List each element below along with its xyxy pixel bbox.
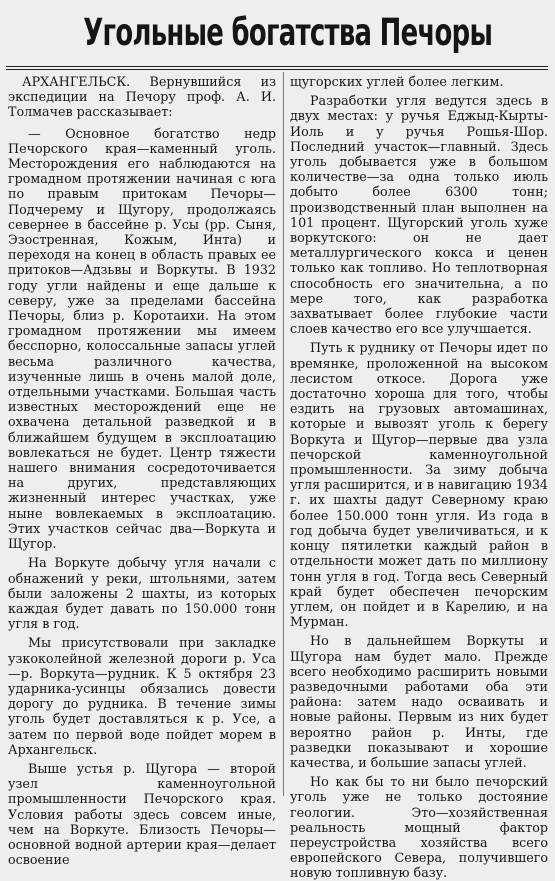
paragraph: Мы присутствовали при закладке узкоколейной железной дороги р. Уса—р. Воркута—рудник. К 5 октября 23 ударника-усинцы обязались довести дорогу до рудника. В течение зимы уголь будет доставляться к р. Усе, а затем по первой воде пойдет морем в Архангельск. <box>8 635 276 757</box>
paragraph: Но как бы то ни было печорский уголь уже не только достояние геологии. Это—хозяйственная реальность мощный фактор переустройства хозяйства всего европейского Севера, получившего новую топливную базу. <box>290 774 548 881</box>
paragraph: Выше устья р. Щугора — второй узел каменноугольной промышленности Печорского края. Условия работы здесь совсем иные, чем на Воркуте. Близость Печоры—основной водной артерии края—делает освоение <box>8 760 276 868</box>
paragraph: Путь к руднику от Печоры идет по времянке, проложенной на высоком лесистом откосе. Дорога уже достаточно хороша для того, чтобы ездить на грузовых автомашинах, которые и вывозят уголь к берегу Воркута и Щугор—первые два узла печорской каменноугольной промышленности. За зиму добыча угля расширится, и в навигацию 1934 г. их шахты дадут Северному краю более 150.000 тонн угля. Из года в год добыча будет увеличиваться, и к концу пятилетки каждый район в отдельности может дать по миллиону тонн угля в год. Тогда весь Северный край будет обеспечен печорским углем, он пойдет и в Карелию, и на Мурман. <box>290 340 548 630</box>
paragraph: Разработки угля ведутся здесь в двух местах: у ручья Еджыд-Кырты-Иоль и у ручья Рошья-Шор. Последний участок—главный. Здесь уголь добывается уже в большом количестве—за одна только июль добыто более 6300 тонн; производственный план выполнен на 101 процент. Щугорский уголь хуже воркутского: он не дает металлургического кокса и ценен только как топливо. Но теплотворная способность его значительна, а по мере того, как разработка захватывает более глубокие части слоев качество его все улучшается. <box>290 93 548 337</box>
paragraph: щугорских углей более легким. <box>290 74 504 89</box>
article-title: Угольные богатства Печоры <box>83 11 493 54</box>
title-rule-top <box>6 66 548 67</box>
paragraph: — Основное богатство недр Печорского края—каменный уголь. Месторождения его наблюдаются на громадном протяжении начиная с юга по правым притокам Печоры—Подчерему и Щугору, продолжаясь севернее в бассейне р. Усы (рр. Сыня, Эзостренная, Кожым, Инта) и переходя на конец в область правых ее притоков—Адзьвы и Воркуты. В 1932 году угли найдены и еще дальше к северу, уже за пределами бассейна Печоры, близ р. Коротаихи. На этом громадном протяжении мы имеем бесспорно, колоссальные запасы углей весьма различного качества, изученные лишь в очень малой доле, отдельными участками. Большая часть известных месторождений еще не охвачена детальной разведкой и в ближайшем будущем в эксплоатацию вовлекаться не будет. Центр тяжести нашего внимания сосредоточивается на других, представляющих жизненный интерес участках, уже ныне вовлекаемых в эксплоатацию. Этих участков сейчас два—Воркута и Щугор. <box>8 125 276 552</box>
paragraph: АРХАНГЕЛЬСК. Вернувшийся из экспедиции на Печору проф. А. И. Толмачев рассказывает: <box>8 74 276 120</box>
left-column <box>8 74 276 868</box>
paragraph: Но в дальнейшем Воркуты и Щугора нам будет мало. Прежде всего необходимо расширить новыми разведочными работами оба эти района: затем надо осваивать и новые районы. Первым из них будет вероятно район р. Инты, где разведки показывают и хорошие качества, и большие запасы углей. <box>290 633 548 770</box>
title-rule-bottom <box>6 69 548 70</box>
right-column <box>290 74 548 881</box>
paragraph: На Воркуте добычу угля начали с обнажений у реки, штольнями, затем были заложены 2 шахты, из которых каждая будет давать по 150.000 тонн угля в год. <box>8 555 276 632</box>
column-divider <box>283 72 284 796</box>
